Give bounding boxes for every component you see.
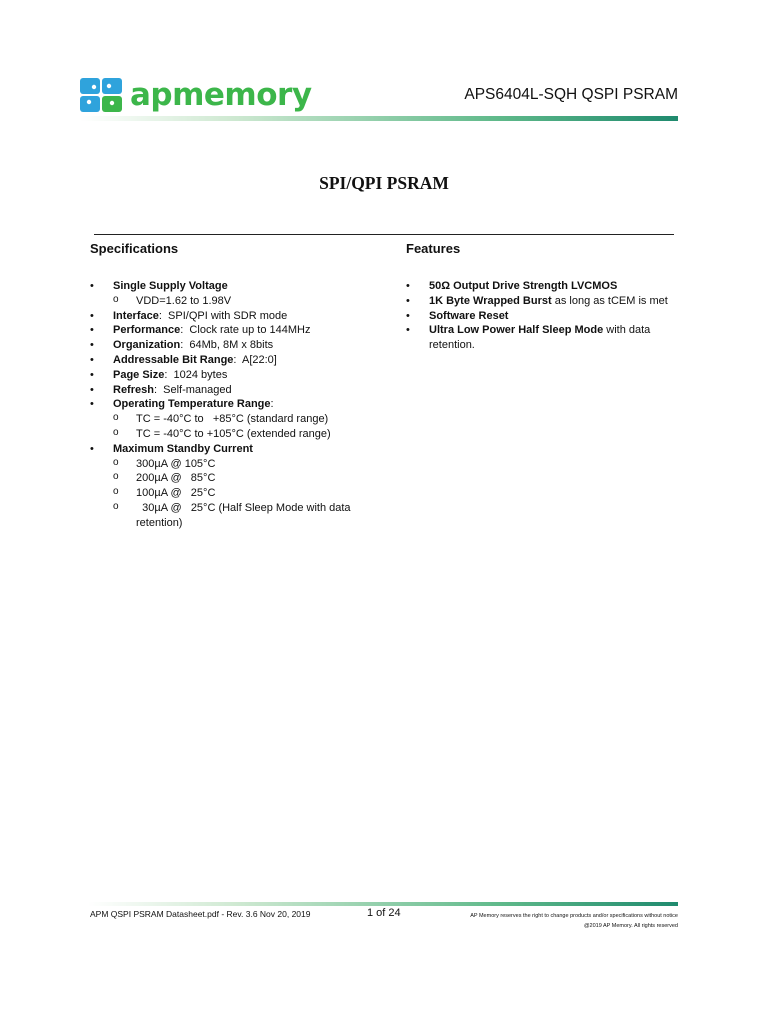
specifications-section [90,241,390,531]
spec-sub-item: o 100µA @ 25°C [113,486,390,501]
spec-item [90,279,390,309]
apmemory-logo-icon [80,78,122,112]
footer-page-number: 1 of 24 [367,907,401,919]
footer-legal-notice: AP Memory reserves the right to change products and/or specifications without notice [470,913,678,919]
spec-item-label: Addressable Bit Range [113,353,234,366]
specifications-list [90,279,390,531]
spec-item-value: : 1024 bytes [164,368,228,381]
spec-item [90,323,390,338]
spec-sub-item: o VDD=1.62 to 1.98V [113,294,390,309]
spec-item-label: Interface [113,309,159,322]
features-list [406,279,686,353]
spec-item [90,353,390,368]
spec-sub-list [113,457,390,531]
feature-item [406,309,686,324]
spec-item-label: Single Supply Voltage [113,280,228,292]
page-title: SPI/QPI PSRAM [319,173,449,193]
spec-item-label: Page Size [113,368,165,381]
header-document-title: APS6404L-SQH QSPI PSRAM [464,86,678,103]
spec-item [90,442,390,531]
spec-item-label: Maximum Standby Current [113,442,253,455]
spec-item-label: Operating Temperature Range [113,398,271,411]
spec-sub-item: o TC = -40°C to +105°C (extended range) [113,427,390,442]
footer-legal [470,911,678,931]
feature-item-value: as long as tCEM is met [551,294,668,307]
features-section [406,241,686,353]
title-rule [94,234,674,235]
specifications-heading: Specifications [90,241,179,256]
footer-copyright: @2019 AP Memory. All rights reserved [583,923,678,929]
spec-item [90,309,390,324]
spec-item-label: Performance [113,324,181,337]
feature-item [406,294,686,309]
feature-item-value: with data retention. [429,324,654,352]
company-logo [80,78,312,112]
spec-sub-item: o 200µA @ 85°C [113,471,390,486]
features-heading: Features [406,241,461,256]
spec-item-value: : 64Mb, 8M x 8bits [180,339,274,352]
spec-item-value: : [270,398,274,411]
footer-divider [88,902,678,906]
feature-item [406,279,686,294]
spec-item-value: : SPI/QPI with SDR mode [158,309,288,322]
spec-sub-list [113,412,390,442]
header-divider [80,116,678,121]
spec-item-value: : Self-managed [153,383,232,396]
spec-item [90,397,390,441]
spec-sub-item: o 300µA @ 105°C [113,457,390,472]
spec-item [90,338,390,353]
logo-wordmark: apmemory [130,76,312,113]
spec-sub-list [113,294,390,309]
feature-item [406,323,686,353]
feature-item-label: 50Ω Output Drive Strength LVCMOS [429,280,618,292]
footer-document-info: APM QSPI PSRAM Datasheet.pdf - Rev. 3.6 Nov 20, 2019 [90,909,311,919]
feature-item-label: 1K Byte Wrapped Burst [429,294,552,307]
spec-item-label: Organization [113,339,181,352]
spec-item [90,383,390,398]
spec-item-value: : A[22:0] [233,353,277,366]
feature-item-label: Ultra Low Power Half Sleep Mode [429,324,604,337]
spec-item [90,368,390,383]
spec-item-label: Refresh [113,383,154,396]
feature-item-label: Software Reset [429,309,509,322]
spec-item-value: : Clock rate up to 144MHz [180,324,311,337]
spec-sub-item: o 30µA @ 25°C (Half Sleep Mode with data retention) [113,501,390,531]
spec-sub-item: o TC = -40°C to +85°C (standard range) [113,412,390,427]
